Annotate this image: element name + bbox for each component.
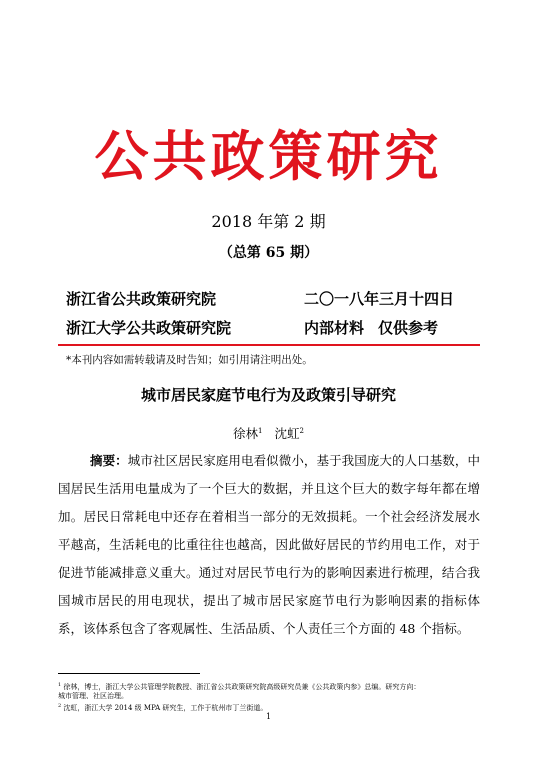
abstract-line: 平越高，生活耗电的比重往往也越高，因此做好居民的节约用电工作，对于 <box>58 537 480 552</box>
abstract-line: 摘要：城市社区居民家庭用电看似微小，基于我国庞大的人口基数，中 <box>90 453 480 468</box>
page-number: 1 <box>265 712 272 721</box>
author-name: 徐林 <box>233 426 259 441</box>
abstract-line: 国城市居民的用电现状，提出了城市居民家庭节电行为影响因素的指标体 <box>58 593 480 608</box>
abstract-line: 促进节能减排意义重大。通过对居民节电行为的影响因素进行梳理，结合我 <box>58 565 480 580</box>
footnote-mark: 1 <box>58 682 62 688</box>
footnote-1-continued: 城市管理、社区治理。 <box>58 692 128 700</box>
issue-number: 2018 年第 2 期 <box>211 212 326 231</box>
internal-material-label: 内部材料 <box>304 319 365 337</box>
footnote-1: $^1$ 徐林，博士，浙江大学公共管理学院教授、浙江省公共政策研究院高级研究员兼《公共政策内参》总编。研究方向： <box>58 682 421 691</box>
publication-date: 二〇一八年三月十四日 <box>304 290 455 308</box>
reference-only-label: 仅供参考 <box>378 319 439 337</box>
abstract-line: 国居民生活用电量成为了一个巨大的数据，并且这个巨大的数字每年都在增 <box>58 481 480 496</box>
author-footnote-mark: 2 <box>299 427 304 435</box>
circulation-note <box>304 318 438 338</box>
footnote-2: $^2$ 沈虹，浙江大学 2014 级 MPA 研究生，工作于杭州市丁兰街道。 <box>58 703 268 712</box>
footnote-divider <box>58 673 200 674</box>
abstract-line: 系，该体系包含了客观属性、生活品质、个人责任三个方面的 48 个指标。 <box>58 621 470 636</box>
reprint-notice: *本刊内容如需转载请及时告知；如引用请注明出处。 <box>66 354 313 366</box>
article-title: 城市居民家庭节电行为及政策引导研究 <box>140 386 396 404</box>
total-issue-number: （总第 65 期） <box>218 245 319 261</box>
institution-university: 浙江大学公共政策研究院 <box>66 319 232 337</box>
institution-provincial: 浙江省公共政策研究院 <box>66 290 217 308</box>
masthead-title: 公共政策研究 <box>94 124 443 188</box>
footnote-mark: 2 <box>58 703 62 709</box>
abstract-line: 加。居民日常耗电中还存在着相当一部分的无效损耗。一个社会经济发展水 <box>58 509 480 524</box>
abstract-label: 摘要： <box>90 453 128 468</box>
red-divider <box>58 344 480 346</box>
author-footnote-mark: 1 <box>258 427 263 435</box>
author-line <box>0 423 537 442</box>
author-name: 沈虹 <box>274 426 300 441</box>
